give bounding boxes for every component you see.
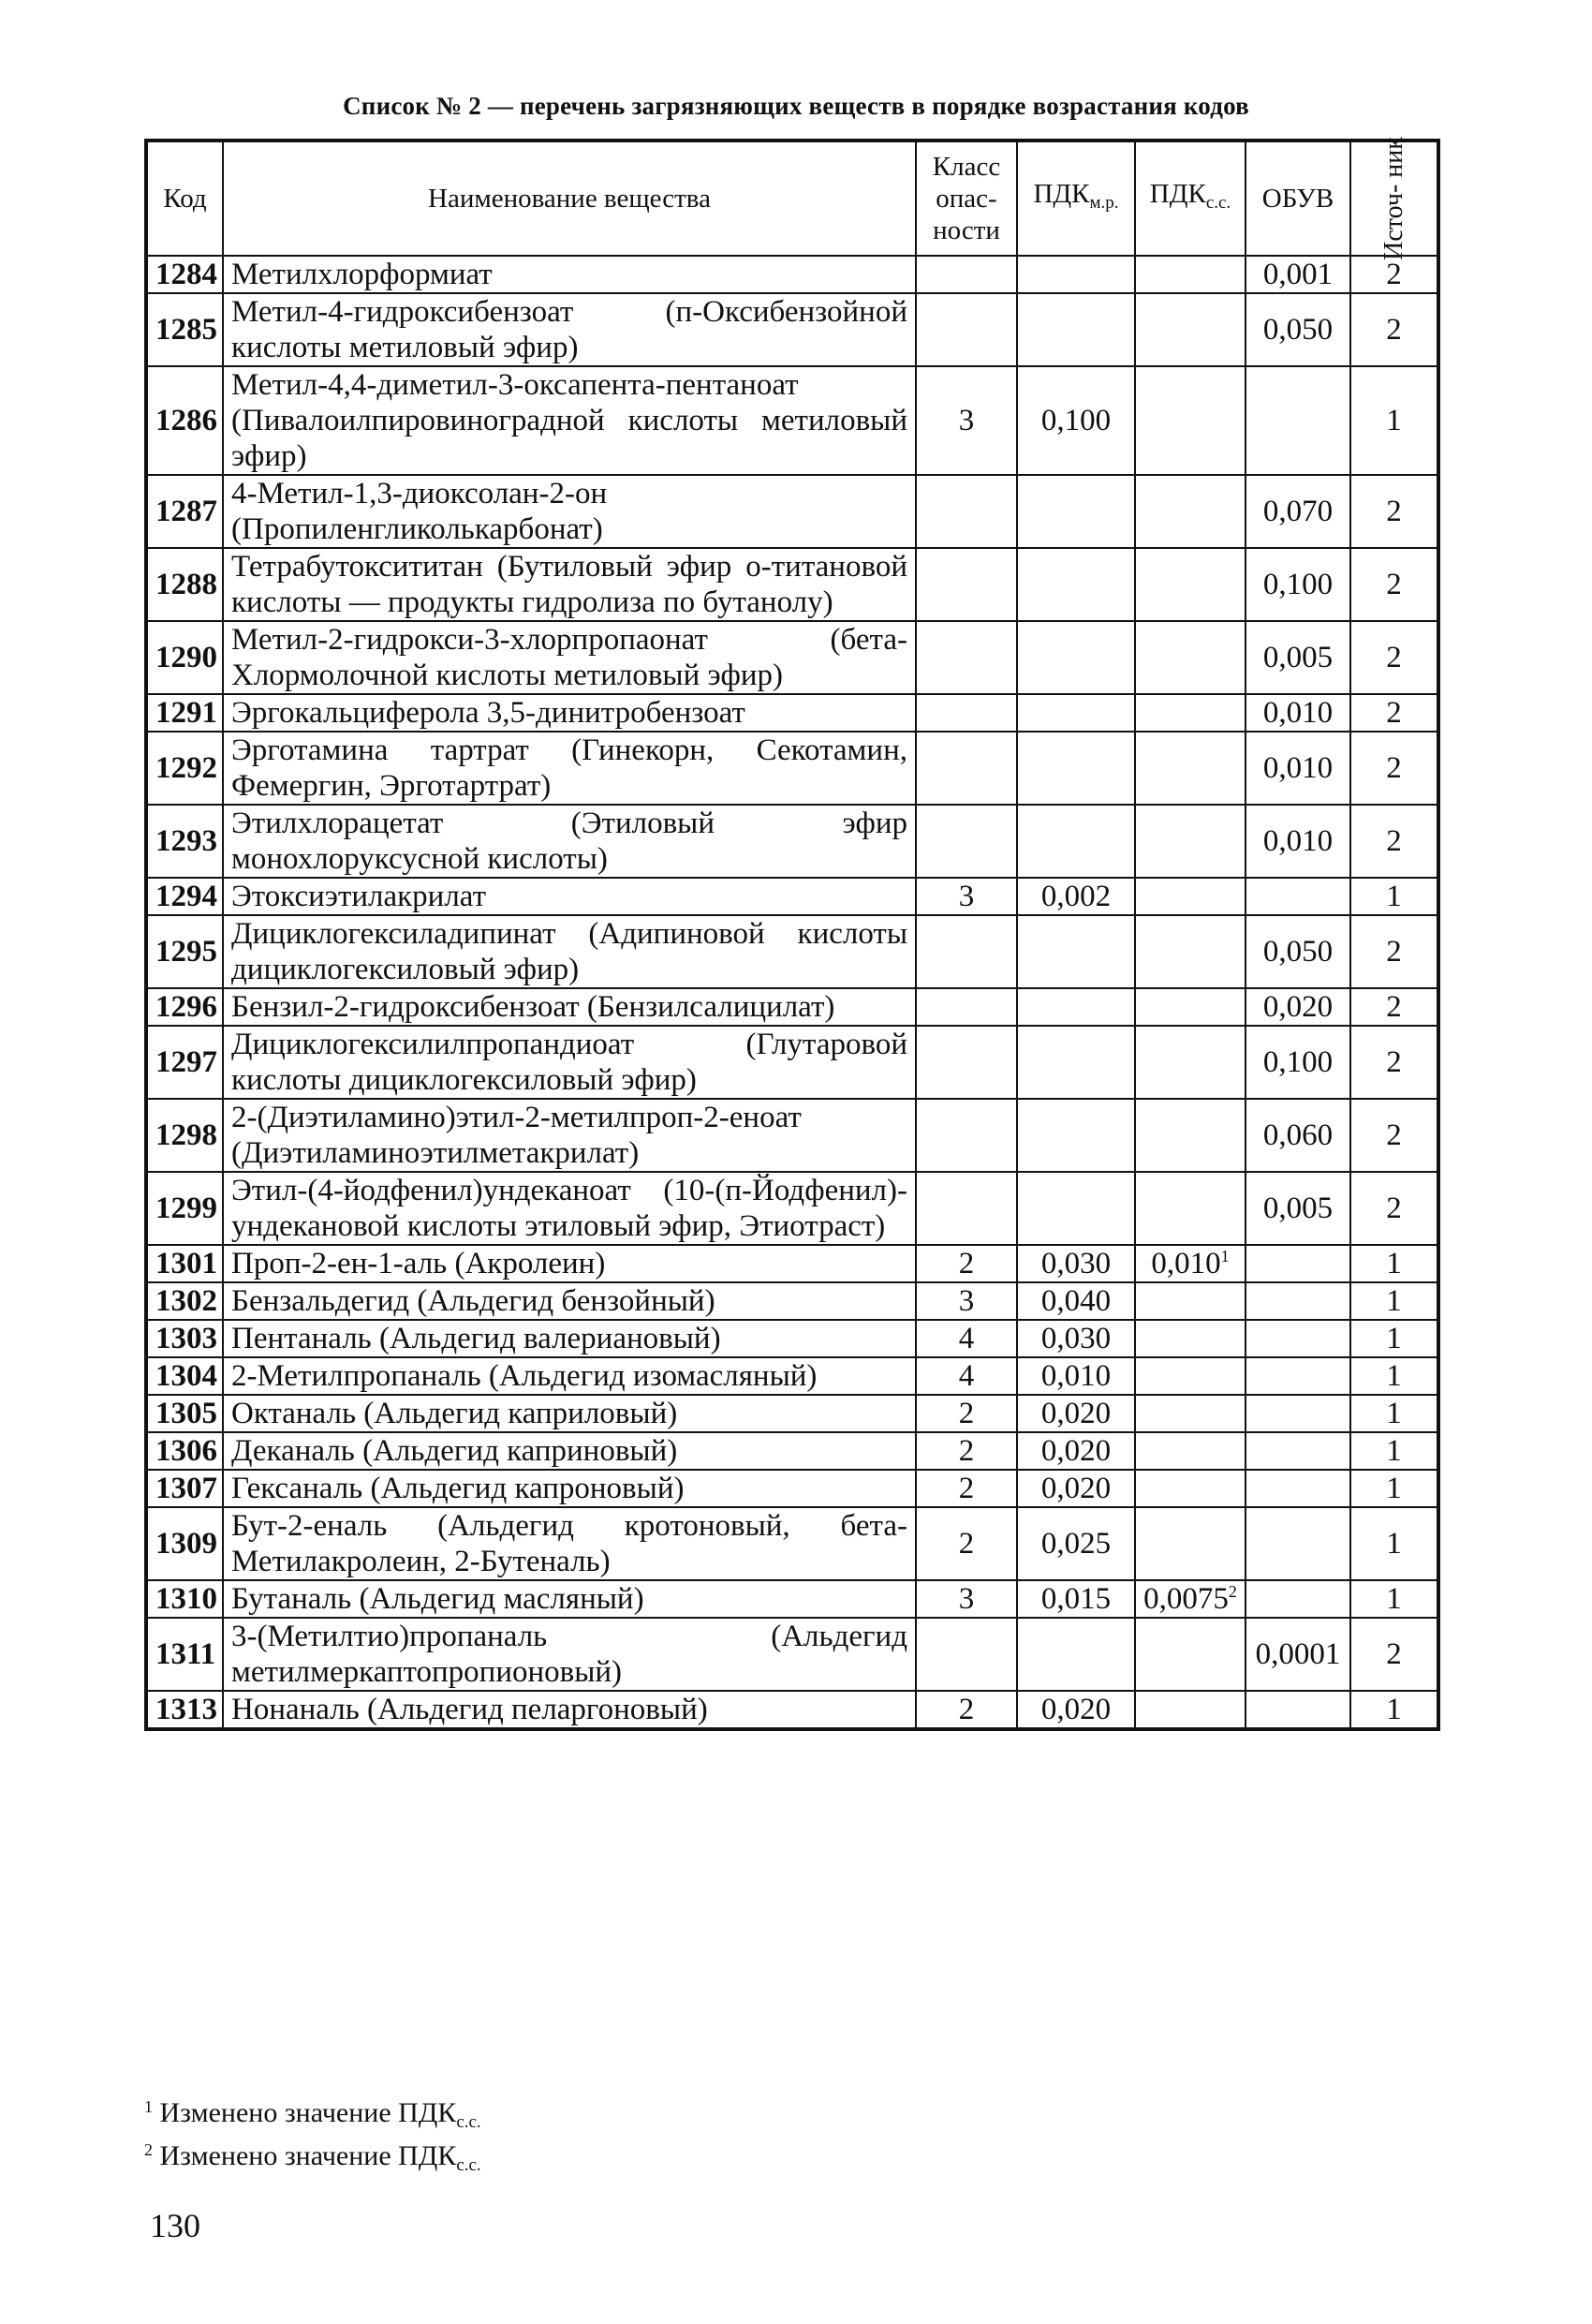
pdk-ss-value xyxy=(1135,475,1246,548)
obuv-value xyxy=(1246,1395,1350,1432)
substance-name: Метилхлорформиат xyxy=(223,256,916,293)
pdk-mr-value: 0,020 xyxy=(1017,1395,1135,1432)
table-row xyxy=(146,256,1438,293)
source-value: 1 xyxy=(1350,878,1438,915)
hazard-class: 2 xyxy=(916,1395,1017,1432)
pdk-ss-value xyxy=(1135,1618,1246,1691)
pdk-mr-value xyxy=(1017,732,1135,805)
pdk-ss-value xyxy=(1135,1099,1246,1172)
obuv-value: 0,100 xyxy=(1246,548,1350,621)
hazard-class xyxy=(916,293,1017,366)
source-value: 1 xyxy=(1350,1691,1438,1729)
pdk-mr-value xyxy=(1017,256,1135,293)
pdk-ss-value xyxy=(1135,1357,1246,1395)
footnote: $^1$ Изменено значение $ПДК_{с.с.}$ xyxy=(144,2097,481,2132)
source-value: 2 xyxy=(1350,548,1438,621)
substance-name: Октаналь (Альдегид каприловый) xyxy=(223,1395,916,1432)
table-row xyxy=(146,548,1438,621)
source-value: 2 xyxy=(1350,1026,1438,1099)
pdk-mr-value: 0,100 xyxy=(1017,366,1135,475)
header-code: Код xyxy=(146,141,223,256)
obuv-value: 0,070 xyxy=(1246,475,1350,548)
obuv-value: 0,050 xyxy=(1246,915,1350,988)
pdk-ss-value: 0,010$^1$ xyxy=(1135,1245,1246,1282)
substance-name: Эрготамина тартрат (Гинекорн, Секотамин, Фемергин, Эрготартрат) xyxy=(223,732,916,805)
pdk-mr-value: 0,002 xyxy=(1017,878,1135,915)
source-value: 2 xyxy=(1350,988,1438,1026)
table-row xyxy=(146,988,1438,1026)
hazard-class: 2 xyxy=(916,1470,1017,1507)
hazard-class: 2 xyxy=(916,1432,1017,1470)
source-value: 1 xyxy=(1350,1282,1438,1320)
substance-code: 1288 xyxy=(146,548,223,621)
substance-code: 1292 xyxy=(146,732,223,805)
table-header-row xyxy=(146,141,1438,256)
substance-code: 1306 xyxy=(146,1432,223,1470)
pdk-mr-value: 0,015 xyxy=(1017,1580,1135,1618)
pdk-ss-value xyxy=(1135,805,1246,878)
pdk-ss-value xyxy=(1135,732,1246,805)
pdk-ss-value xyxy=(1135,256,1246,293)
obuv-value xyxy=(1246,1580,1350,1618)
hazard-class xyxy=(916,988,1017,1026)
pdk-mr-value xyxy=(1017,621,1135,694)
obuv-value: 0,100 xyxy=(1246,1026,1350,1099)
pdk-ss-value xyxy=(1135,1172,1246,1245)
substances-table xyxy=(144,139,1440,1731)
source-value: 2 xyxy=(1350,1172,1438,1245)
obuv-value xyxy=(1246,878,1350,915)
substance-code: 1290 xyxy=(146,621,223,694)
obuv-value xyxy=(1246,1432,1350,1470)
pdk-ss-value xyxy=(1135,1395,1246,1432)
pdk-mr-value xyxy=(1017,694,1135,732)
table-row xyxy=(146,1282,1438,1320)
table-row xyxy=(146,1357,1438,1395)
hazard-class: 4 xyxy=(916,1320,1017,1357)
obuv-value: 0,010 xyxy=(1246,732,1350,805)
pdk-ss-value xyxy=(1135,915,1246,988)
substance-name: Нонаналь (Альдегид пеларгоновый) xyxy=(223,1691,916,1729)
page-number: 130 xyxy=(150,2207,200,2244)
substance-name: Бут-2-еналь (Альдегид кротоновый, бета-Метилакролеин, 2-Бутеналь) xyxy=(223,1507,916,1580)
source-value: 2 xyxy=(1350,256,1438,293)
substance-code: 1287 xyxy=(146,475,223,548)
obuv-value xyxy=(1246,1320,1350,1357)
hazard-class: 4 xyxy=(916,1357,1017,1395)
footnote-ref: 1 xyxy=(1220,1247,1230,1266)
substance-code: 1307 xyxy=(146,1470,223,1507)
table-row xyxy=(146,732,1438,805)
substance-code: 1311 xyxy=(146,1618,223,1691)
hazard-class xyxy=(916,1618,1017,1691)
obuv-value xyxy=(1246,1282,1350,1320)
pdk-mr-value xyxy=(1017,1099,1135,1172)
substance-code: 1304 xyxy=(146,1357,223,1395)
pdk-mr-value: 0,010 xyxy=(1017,1357,1135,1395)
header-pdk-ss: $ПДК_{с.с.}$ xyxy=(1135,141,1246,256)
table-row xyxy=(146,1580,1438,1618)
source-value: 2 xyxy=(1350,915,1438,988)
pdk-mr-value xyxy=(1017,1026,1135,1099)
hazard-class: 3 xyxy=(916,1580,1017,1618)
substance-name: Этоксиэтилакрилат xyxy=(223,878,916,915)
hazard-class xyxy=(916,1026,1017,1099)
table-row xyxy=(146,1507,1438,1580)
pdk-ss-value xyxy=(1135,1026,1246,1099)
source-value: 1 xyxy=(1350,366,1438,475)
footnotes xyxy=(144,2096,481,2183)
obuv-value xyxy=(1246,1245,1350,1282)
table-row xyxy=(146,366,1438,475)
hazard-class xyxy=(916,805,1017,878)
substance-code: 1291 xyxy=(146,694,223,732)
table-row xyxy=(146,1099,1438,1172)
obuv-value: 0,005 xyxy=(1246,1172,1350,1245)
obuv-value: 0,060 xyxy=(1246,1099,1350,1172)
table-row xyxy=(146,293,1438,366)
substance-name: Тетрабутоксититан (Бутиловый эфир о-титановой кислоты — продукты гидролиза по бутанолу) xyxy=(223,548,916,621)
substance-name: Этилхлорацетат (Этиловый эфир монохлоруксусной кислоты) xyxy=(223,805,916,878)
pdk-mr-value xyxy=(1017,293,1135,366)
hazard-class xyxy=(916,915,1017,988)
substance-code: 1296 xyxy=(146,988,223,1026)
obuv-value: 0,010 xyxy=(1246,805,1350,878)
source-value: 2 xyxy=(1350,621,1438,694)
pdk-ss-value xyxy=(1135,621,1246,694)
substance-code: 1301 xyxy=(146,1245,223,1282)
pdk-mr-value: 0,025 xyxy=(1017,1507,1135,1580)
source-value: 1 xyxy=(1350,1245,1438,1282)
hazard-class xyxy=(916,732,1017,805)
substance-name: Бензальдегид (Альдегид бензойный) xyxy=(223,1282,916,1320)
obuv-value xyxy=(1246,1691,1350,1729)
substance-name: 4-Метил-1,3-диоксолан-2-он (Пропиленгликолькарбонат) xyxy=(223,475,916,548)
hazard-class xyxy=(916,548,1017,621)
substance-name: Метил-2-гидрокси-3-хлорпропаонат (бета-Хлормолочной кислоты метиловый эфир) xyxy=(223,621,916,694)
source-value: 2 xyxy=(1350,475,1438,548)
pdk-mr-value: 0,030 xyxy=(1017,1320,1135,1357)
header-source: Источ- ник xyxy=(1350,141,1438,256)
pdk-mr-value: 0,020 xyxy=(1017,1470,1135,1507)
substance-code: 1313 xyxy=(146,1691,223,1729)
pdk-mr-value xyxy=(1017,988,1135,1026)
obuv-value: 0,0001 xyxy=(1246,1618,1350,1691)
substance-name: Бутаналь (Альдегид масляный) xyxy=(223,1580,916,1618)
hazard-class: 2 xyxy=(916,1507,1017,1580)
table-row xyxy=(146,1691,1438,1729)
pdk-ss-value xyxy=(1135,293,1246,366)
pdk-mr-value: 0,040 xyxy=(1017,1282,1135,1320)
hazard-class: 3 xyxy=(916,878,1017,915)
pdk-ss-value xyxy=(1135,548,1246,621)
table-row xyxy=(146,621,1438,694)
substance-name: Эргокальциферола 3,5-динитробензоат xyxy=(223,694,916,732)
source-value: 2 xyxy=(1350,805,1438,878)
substance-code: 1310 xyxy=(146,1580,223,1618)
source-value: 1 xyxy=(1350,1357,1438,1395)
pdk-ss-value xyxy=(1135,694,1246,732)
table-row xyxy=(146,1432,1438,1470)
substance-name: Пентаналь (Альдегид валериановый) xyxy=(223,1320,916,1357)
source-value: 2 xyxy=(1350,1099,1438,1172)
source-value: 1 xyxy=(1350,1507,1438,1580)
substance-name: 2-(Диэтиламино)этил-2-метилпроп-2-еноат (Диэтиламиноэтилметакрилат) xyxy=(223,1099,916,1172)
table-row xyxy=(146,1172,1438,1245)
table-row xyxy=(146,1470,1438,1507)
list-title: Список № 2 — перечень загрязняющих веществ в порядке возрастания кодов xyxy=(343,92,1249,120)
substance-name: Метил-4-гидроксибензоат (п-Оксибензойной кислоты метиловый эфир) xyxy=(223,293,916,366)
hazard-class: 3 xyxy=(916,366,1017,475)
pdk-ss-value xyxy=(1135,1470,1246,1507)
substance-name: Метил-4,4-диметил-3-оксапента-пентаноат (Пивалоилпировиноградной кислоты метиловый эфир) xyxy=(223,366,916,475)
substance-code: 1284 xyxy=(146,256,223,293)
source-value: 1 xyxy=(1350,1320,1438,1357)
substance-name: Гексаналь (Альдегид капроновый) xyxy=(223,1470,916,1507)
substance-name: Бензил-2-гидроксибензоат (Бензилсалицилат) xyxy=(223,988,916,1026)
obuv-value: 0,010 xyxy=(1246,694,1350,732)
source-value: 1 xyxy=(1350,1432,1438,1470)
obuv-value xyxy=(1246,1357,1350,1395)
substance-name: 2-Метилпропаналь (Альдегид изомасляный) xyxy=(223,1357,916,1395)
substance-name: Деканаль (Альдегид каприновый) xyxy=(223,1432,916,1470)
substance-code: 1285 xyxy=(146,293,223,366)
hazard-class xyxy=(916,1099,1017,1172)
substance-code: 1305 xyxy=(146,1395,223,1432)
header-obuv: ОБУВ xyxy=(1246,141,1350,256)
pdk-mr-value: 0,020 xyxy=(1017,1691,1135,1729)
pdk-ss-value xyxy=(1135,988,1246,1026)
source-value: 2 xyxy=(1350,694,1438,732)
hazard-class xyxy=(916,475,1017,548)
hazard-class: 2 xyxy=(916,1245,1017,1282)
source-value: 2 xyxy=(1350,732,1438,805)
table-row xyxy=(146,1245,1438,1282)
substance-code: 1293 xyxy=(146,805,223,878)
pdk-mr-value xyxy=(1017,805,1135,878)
table-row xyxy=(146,915,1438,988)
pdk-mr-value xyxy=(1017,475,1135,548)
hazard-class xyxy=(916,1172,1017,1245)
header-pdk-mr: $ПДК_{м.р.}$ xyxy=(1017,141,1135,256)
obuv-value xyxy=(1246,1507,1350,1580)
obuv-value xyxy=(1246,366,1350,475)
hazard-class xyxy=(916,256,1017,293)
pdk-mr-value xyxy=(1017,1172,1135,1245)
pdk-ss-value xyxy=(1135,1432,1246,1470)
pdk-ss-value xyxy=(1135,1691,1246,1729)
pdk-ss-value xyxy=(1135,1320,1246,1357)
substance-name: Дициклогексиладипинат (Адипиновой кислоты дициклогексиловый эфир) xyxy=(223,915,916,988)
obuv-value: 0,005 xyxy=(1246,621,1350,694)
table-row xyxy=(146,878,1438,915)
obuv-value: 0,050 xyxy=(1246,293,1350,366)
substance-name: Этил-(4-йодфенил)ундеканоат (10-(п-Йодфенил)-ундекановой кислоты этиловый эфир, Этиотраст) xyxy=(223,1172,916,1245)
source-value: 1 xyxy=(1350,1470,1438,1507)
header-name: Наименование вещества xyxy=(223,141,916,256)
pdk-ss-value xyxy=(1135,1507,1246,1580)
substance-name: Проп-2-ен-1-аль (Акролеин) xyxy=(223,1245,916,1282)
table-row xyxy=(146,805,1438,878)
substance-code: 1302 xyxy=(146,1282,223,1320)
table-row xyxy=(146,1320,1438,1357)
substance-code: 1309 xyxy=(146,1507,223,1580)
footnote: $^2$ Изменено значение $ПДК_{с.с.}$ xyxy=(144,2140,481,2175)
source-value: 1 xyxy=(1350,1580,1438,1618)
footnote-ref: 2 xyxy=(1228,1582,1237,1601)
obuv-value: 0,001 xyxy=(1246,256,1350,293)
pdk-ss-value: 0,0075$^2$ xyxy=(1135,1580,1246,1618)
pdk-mr-value: 0,020 xyxy=(1017,1432,1135,1470)
substance-code: 1295 xyxy=(146,915,223,988)
table-row xyxy=(146,694,1438,732)
pdk-ss-value xyxy=(1135,1282,1246,1320)
pdk-mr-value xyxy=(1017,548,1135,621)
source-value: 2 xyxy=(1350,1618,1438,1691)
pdk-mr-value: 0,030 xyxy=(1017,1245,1135,1282)
hazard-class: 3 xyxy=(916,1282,1017,1320)
substance-name: 3-(Метилтио)пропаналь (Альдегид метилмеркаптопропионовый) xyxy=(223,1618,916,1691)
obuv-value xyxy=(1246,1470,1350,1507)
table-row xyxy=(146,1395,1438,1432)
substance-code: 1297 xyxy=(146,1026,223,1099)
substance-code: 1286 xyxy=(146,366,223,475)
substance-code: 1298 xyxy=(146,1099,223,1172)
pdk-mr-value xyxy=(1017,1618,1135,1691)
obuv-value: 0,020 xyxy=(1246,988,1350,1026)
hazard-class xyxy=(916,694,1017,732)
hazard-class: 2 xyxy=(916,1691,1017,1729)
source-value: 2 xyxy=(1350,293,1438,366)
substance-code: 1303 xyxy=(146,1320,223,1357)
pdk-mr-value xyxy=(1017,915,1135,988)
table-row xyxy=(146,1618,1438,1691)
hazard-class xyxy=(916,621,1017,694)
pdk-ss-value xyxy=(1135,878,1246,915)
table-row xyxy=(146,1026,1438,1099)
source-value: 1 xyxy=(1350,1395,1438,1432)
table-row xyxy=(146,475,1438,548)
header-hazard-class: Класс опас- ности xyxy=(916,141,1017,256)
pdk-ss-value xyxy=(1135,366,1246,475)
substance-code: 1299 xyxy=(146,1172,223,1245)
substance-code: 1294 xyxy=(146,878,223,915)
substance-name: Дициклогексилилпропандиоат (Глутаровой кислоты дициклогексиловый эфир) xyxy=(223,1026,916,1099)
